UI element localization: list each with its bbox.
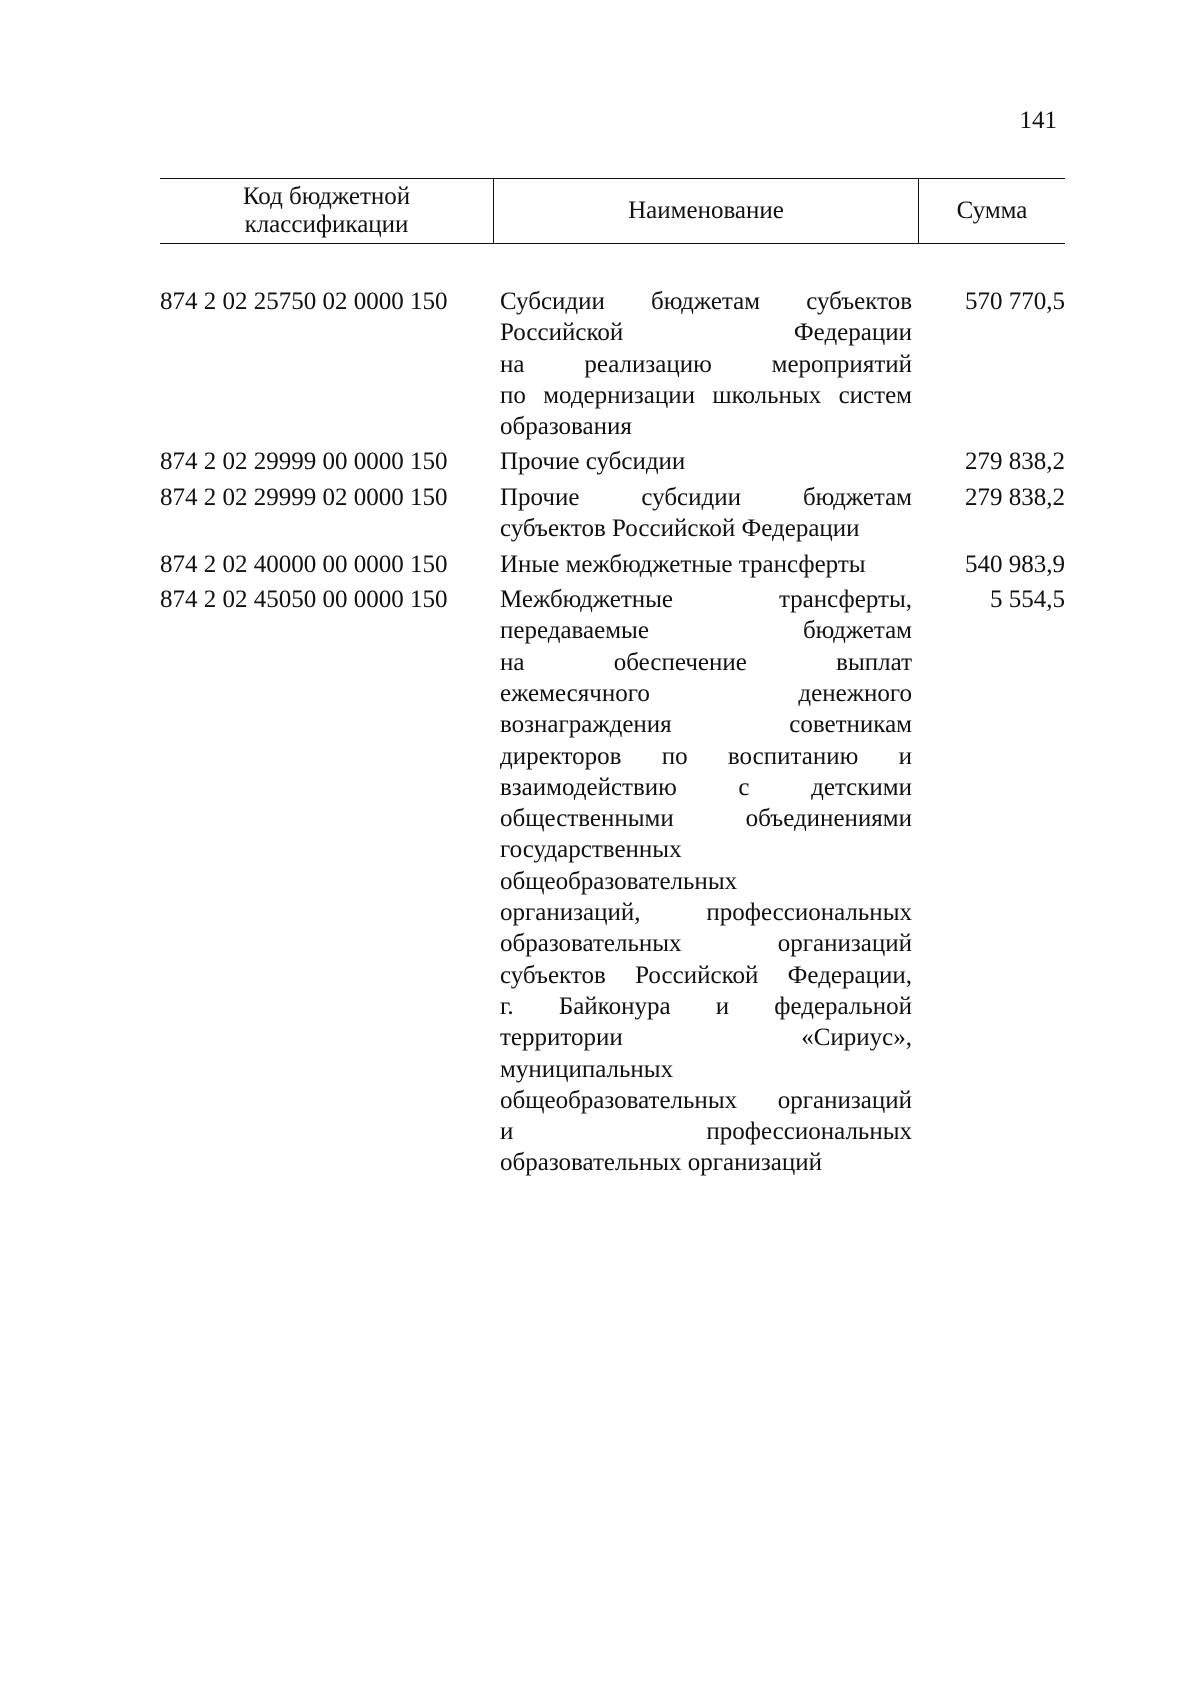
budget-code: 874 2 02 45050 00 0000 150 <box>160 586 448 614</box>
item-name-line: общеобразовательных организаций <box>500 1086 912 1114</box>
item-sum: 279 838,2 <box>965 483 1065 511</box>
table-row <box>160 549 1065 581</box>
item-name-line: ежемесячного денежного <box>500 679 912 707</box>
item-sum: 570 770,5 <box>965 288 1065 315</box>
item-name <box>500 446 912 478</box>
item-name-line: образовательных организаций <box>500 930 912 958</box>
table-row <box>160 584 1065 1179</box>
item-name <box>500 286 912 442</box>
item-name-line: Субсидии бюджетам субъектов <box>500 288 912 315</box>
header-code-line1: Код бюджетной <box>242 183 411 210</box>
item-name-line: Прочие субсидии бюджетам <box>500 483 912 511</box>
item-name-line: г. Байконура и федеральной <box>500 992 912 1020</box>
item-name-line: передаваемые бюджетам <box>500 617 912 645</box>
item-name-line: образования <box>500 413 632 441</box>
item-name-line: образовательных организаций <box>500 1149 823 1177</box>
item-name-line: территории «Сириус», <box>500 1024 912 1052</box>
header-name-column: Наименование <box>493 179 919 243</box>
item-sum: 540 983,9 <box>965 550 1065 578</box>
item-sum: 5 554,5 <box>990 586 1065 614</box>
item-name-line: на реализацию мероприятий <box>500 350 912 378</box>
header-code-line2: классификации <box>244 211 409 238</box>
item-name <box>500 482 912 545</box>
header-sum-column: Сумма <box>956 197 1028 224</box>
item-sum: 279 838,2 <box>965 448 1065 476</box>
item-name-line: государственных <box>500 836 682 864</box>
item-name-line: вознаграждения советникам <box>500 711 912 739</box>
item-name-line: Иные межбюджетные трансферты <box>500 550 866 578</box>
item-name-line: организаций, профессиональных <box>500 899 912 927</box>
table-row <box>160 286 1065 442</box>
item-name-line: директоров по воспитанию и <box>500 742 912 770</box>
table-header <box>160 178 1065 244</box>
table-row <box>160 482 1065 545</box>
table-body <box>160 286 1065 1183</box>
header-code-column <box>160 179 493 243</box>
item-name-line: общественными объединениями <box>500 805 912 833</box>
item-name-line: общеобразовательных <box>500 867 738 895</box>
table-row <box>160 446 1065 478</box>
budget-code: 874 2 02 29999 02 0000 150 <box>160 483 448 511</box>
budget-code: 874 2 02 40000 00 0000 150 <box>160 550 448 578</box>
item-name-line: муниципальных <box>500 1055 674 1083</box>
item-name-line: субъектов Российской Федерации <box>500 515 860 543</box>
item-name-line: взаимодействию с детскими <box>500 773 912 801</box>
item-name-line: Российской Федерации <box>500 319 912 347</box>
page-number: 141 <box>1019 107 1057 134</box>
item-name-line: и профессиональных <box>500 1118 912 1146</box>
budget-code: 874 2 02 25750 02 0000 150 <box>160 288 448 315</box>
item-name-line: Прочие субсидии <box>500 448 686 476</box>
item-name <box>500 584 912 1179</box>
item-name-line: по модернизации школьных систем <box>500 381 912 409</box>
item-name <box>500 549 912 581</box>
item-name-line: на обеспечение выплат <box>500 648 912 676</box>
budget-code: 874 2 02 29999 00 0000 150 <box>160 448 448 476</box>
item-name-line: Межбюджетные трансферты, <box>500 586 912 614</box>
item-name-line: субъектов Российской Федерации, <box>500 961 912 989</box>
